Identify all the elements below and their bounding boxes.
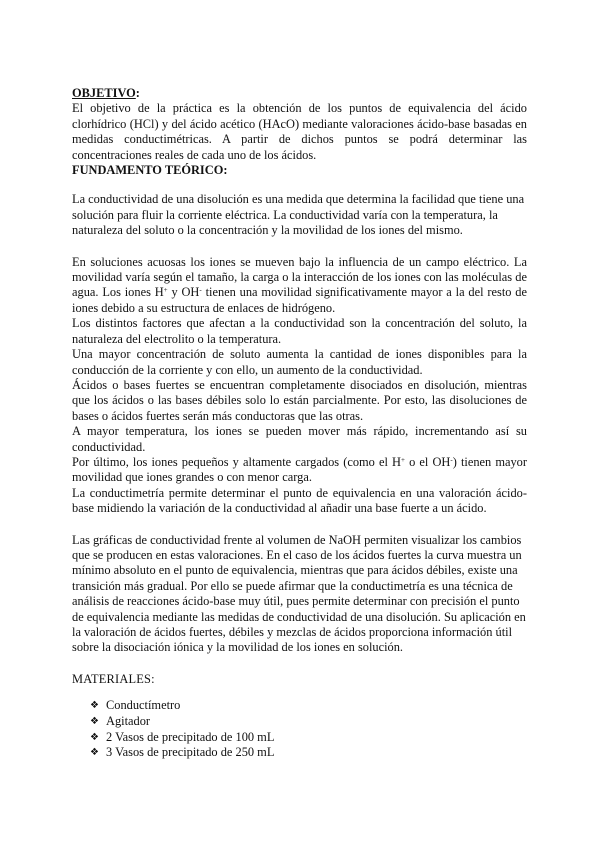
theory-paragraph-3: Los distintos factores que afectan a la conductividad son la concentración del soluto, la naturaleza del electrolito o la temperatura.: [72, 316, 527, 346]
diamond-bullet-icon: ❖: [90, 715, 99, 727]
document-page: [72, 86, 527, 761]
theory-paragraph-4: Una mayor concentración de soluto aumenta la cantidad de iones disponibles para la conducción de la corriente y con ello, un aumento de la conductividad.: [72, 347, 527, 377]
theory-paragraph-5: Ácidos o bases fuertes se encuentran completamente disociados en disolución, mientras que los ácidos o las bases débiles solo lo están parcialmente. Por esto, las disoluciones de bases o ácidos fuertes serán más conductoras que las otras.: [72, 377, 527, 423]
list-item: ❖ Agitador: [90, 713, 151, 728]
list-item: ❖ 3 Vasos de precipitado de 250 mL: [90, 745, 275, 760]
list-item: ❖ Conductímetro: [90, 698, 181, 713]
materials-heading: MATERIALES:: [72, 671, 155, 686]
theory-paragraph-2: En soluciones acuosas los iones se mueven bajo la influencia de un campo eléctrico. La movilidad varía según el tamaño, la carga o la interacción de los iones con las moléculas de agua. Los iones H+ y OH- tienen una movilidad significativamente mayor a la del resto de iones debido a su estructura de enlaces de hidrógeno.: [72, 254, 527, 315]
objective-title: OBJETIVO: [72, 86, 136, 100]
theory-paragraph-8: La conductimetría permite determinar el punto de equivalencia en una valoración ácido-base midiendo la variación de la conductividad al añadir una base fuerte a un ácido.: [72, 485, 527, 516]
theory-paragraph-6: A mayor temperatura, los iones se pueden mover más rápido, incrementando así su conductividad.: [72, 424, 527, 454]
theory-paragraph-9: Las gráficas de conductividad frente al volumen de NaOH permiten visualizar los cambios que se producen en estas valoraciones. En el caso de los ácidos fuertes la curva muestra un mínimo absoluto en el punto de equivalencia, mientras que para ácidos débiles, existe una transición más gradual. Por ello se puede afirmar que la conductimetría es una técnica de análisis de reacciones ácido-base muy útil, pues permite determinar con precisión el punto de equivalencia mediante las medidas de conductividad de una disolución. Su aplicación en la valoración de ácidos fuertes, débiles y mezclas de ácidos proporciona información útil sobre la disociación iónica y la movilidad de los iones en solución.: [72, 532, 526, 655]
diamond-bullet-icon: ❖: [90, 747, 99, 759]
theory-paragraph-7: Por último, los iones pequeños y altamente cargados (como el H+ o el OH-) tienen mayor movilidad que iones grandes o con menor carga.: [72, 454, 527, 485]
diamond-bullet-icon: ❖: [90, 731, 99, 743]
objective-heading: [72, 86, 527, 101]
diamond-bullet-icon: ❖: [90, 700, 99, 712]
theory-paragraph-1: La conductividad de una disolución es una medida que determina la facilidad que tiene una solución para fluir la corriente eléctrica. La conductividad varía con la temperatura, la naturaleza del soluto o la concentración y la movilidad de los iones del mismo.: [72, 192, 525, 238]
list-item: ❖ 2 Vasos de precipitado de 100 mL: [90, 729, 275, 744]
theory-heading: FUNDAMENTO TEÓRICO:: [72, 163, 228, 178]
objective-text: El objetivo de la práctica es la obtención de los puntos de equivalencia del ácido clorhídrico (HCl) y del ácido acético (HAcO) mediante valoraciones ácido-base basadas en medidas conductimétricas. A partir de dichos puntos se podrá determinar las concentraciones reales de cada uno de los ácidos.: [72, 101, 527, 162]
materials-list: [72, 698, 527, 760]
objective-colon: :: [135, 86, 140, 100]
